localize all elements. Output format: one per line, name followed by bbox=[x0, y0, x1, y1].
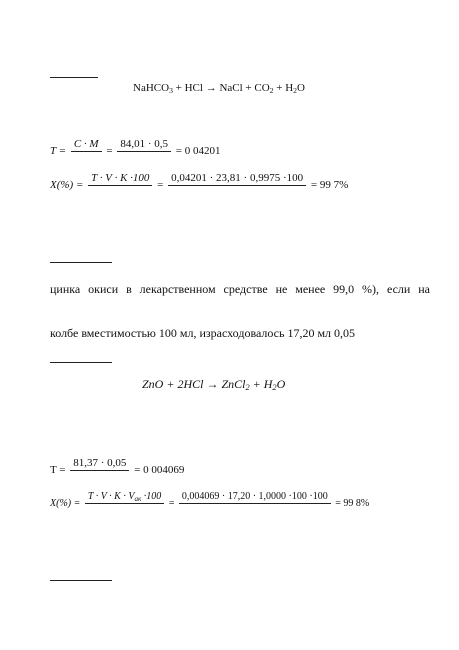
problem-text-line-2: колбе вместимостью 100 мл, израсходовалось 17,20 мл 0,05 bbox=[50, 326, 356, 340]
separator-rule-4 bbox=[50, 580, 112, 581]
reaction-equation-2: ZnO + 2HCl → ZnCl$_2$ + $H_2O$ bbox=[142, 377, 286, 392]
separator-rule-2 bbox=[50, 262, 112, 263]
titer-equation-2: T = 81,37 · 0,05 = 0 004069 bbox=[50, 457, 185, 477]
separator-rule-3 bbox=[50, 362, 112, 363]
reaction-equation-1: NaHCO$_3$ + HCl → NaCl + $CO_2 + H_2O$ bbox=[133, 82, 305, 95]
separator-rule-1 bbox=[50, 77, 98, 78]
titer-equation-1: T = C · M = 84,01 · 0,5 = 0 04201 bbox=[50, 138, 221, 158]
percent-equation-1: X(%) = T · V · K ·100 = 0,04201 · 23,81 · 0,9975 ·100 = 99 7% bbox=[50, 172, 349, 192]
problem-text-line-1: цинка окиси в лекарственном средстве не менее 99,0 %), если на bbox=[50, 282, 430, 296]
percent-equation-2: X(%) = $T \cdot V \cdot K \cdot V_{ак} \cdot 100$ = 0,004069 · 17,20 · 1,0000 ·100 ·100 = 99 8% bbox=[50, 491, 370, 509]
